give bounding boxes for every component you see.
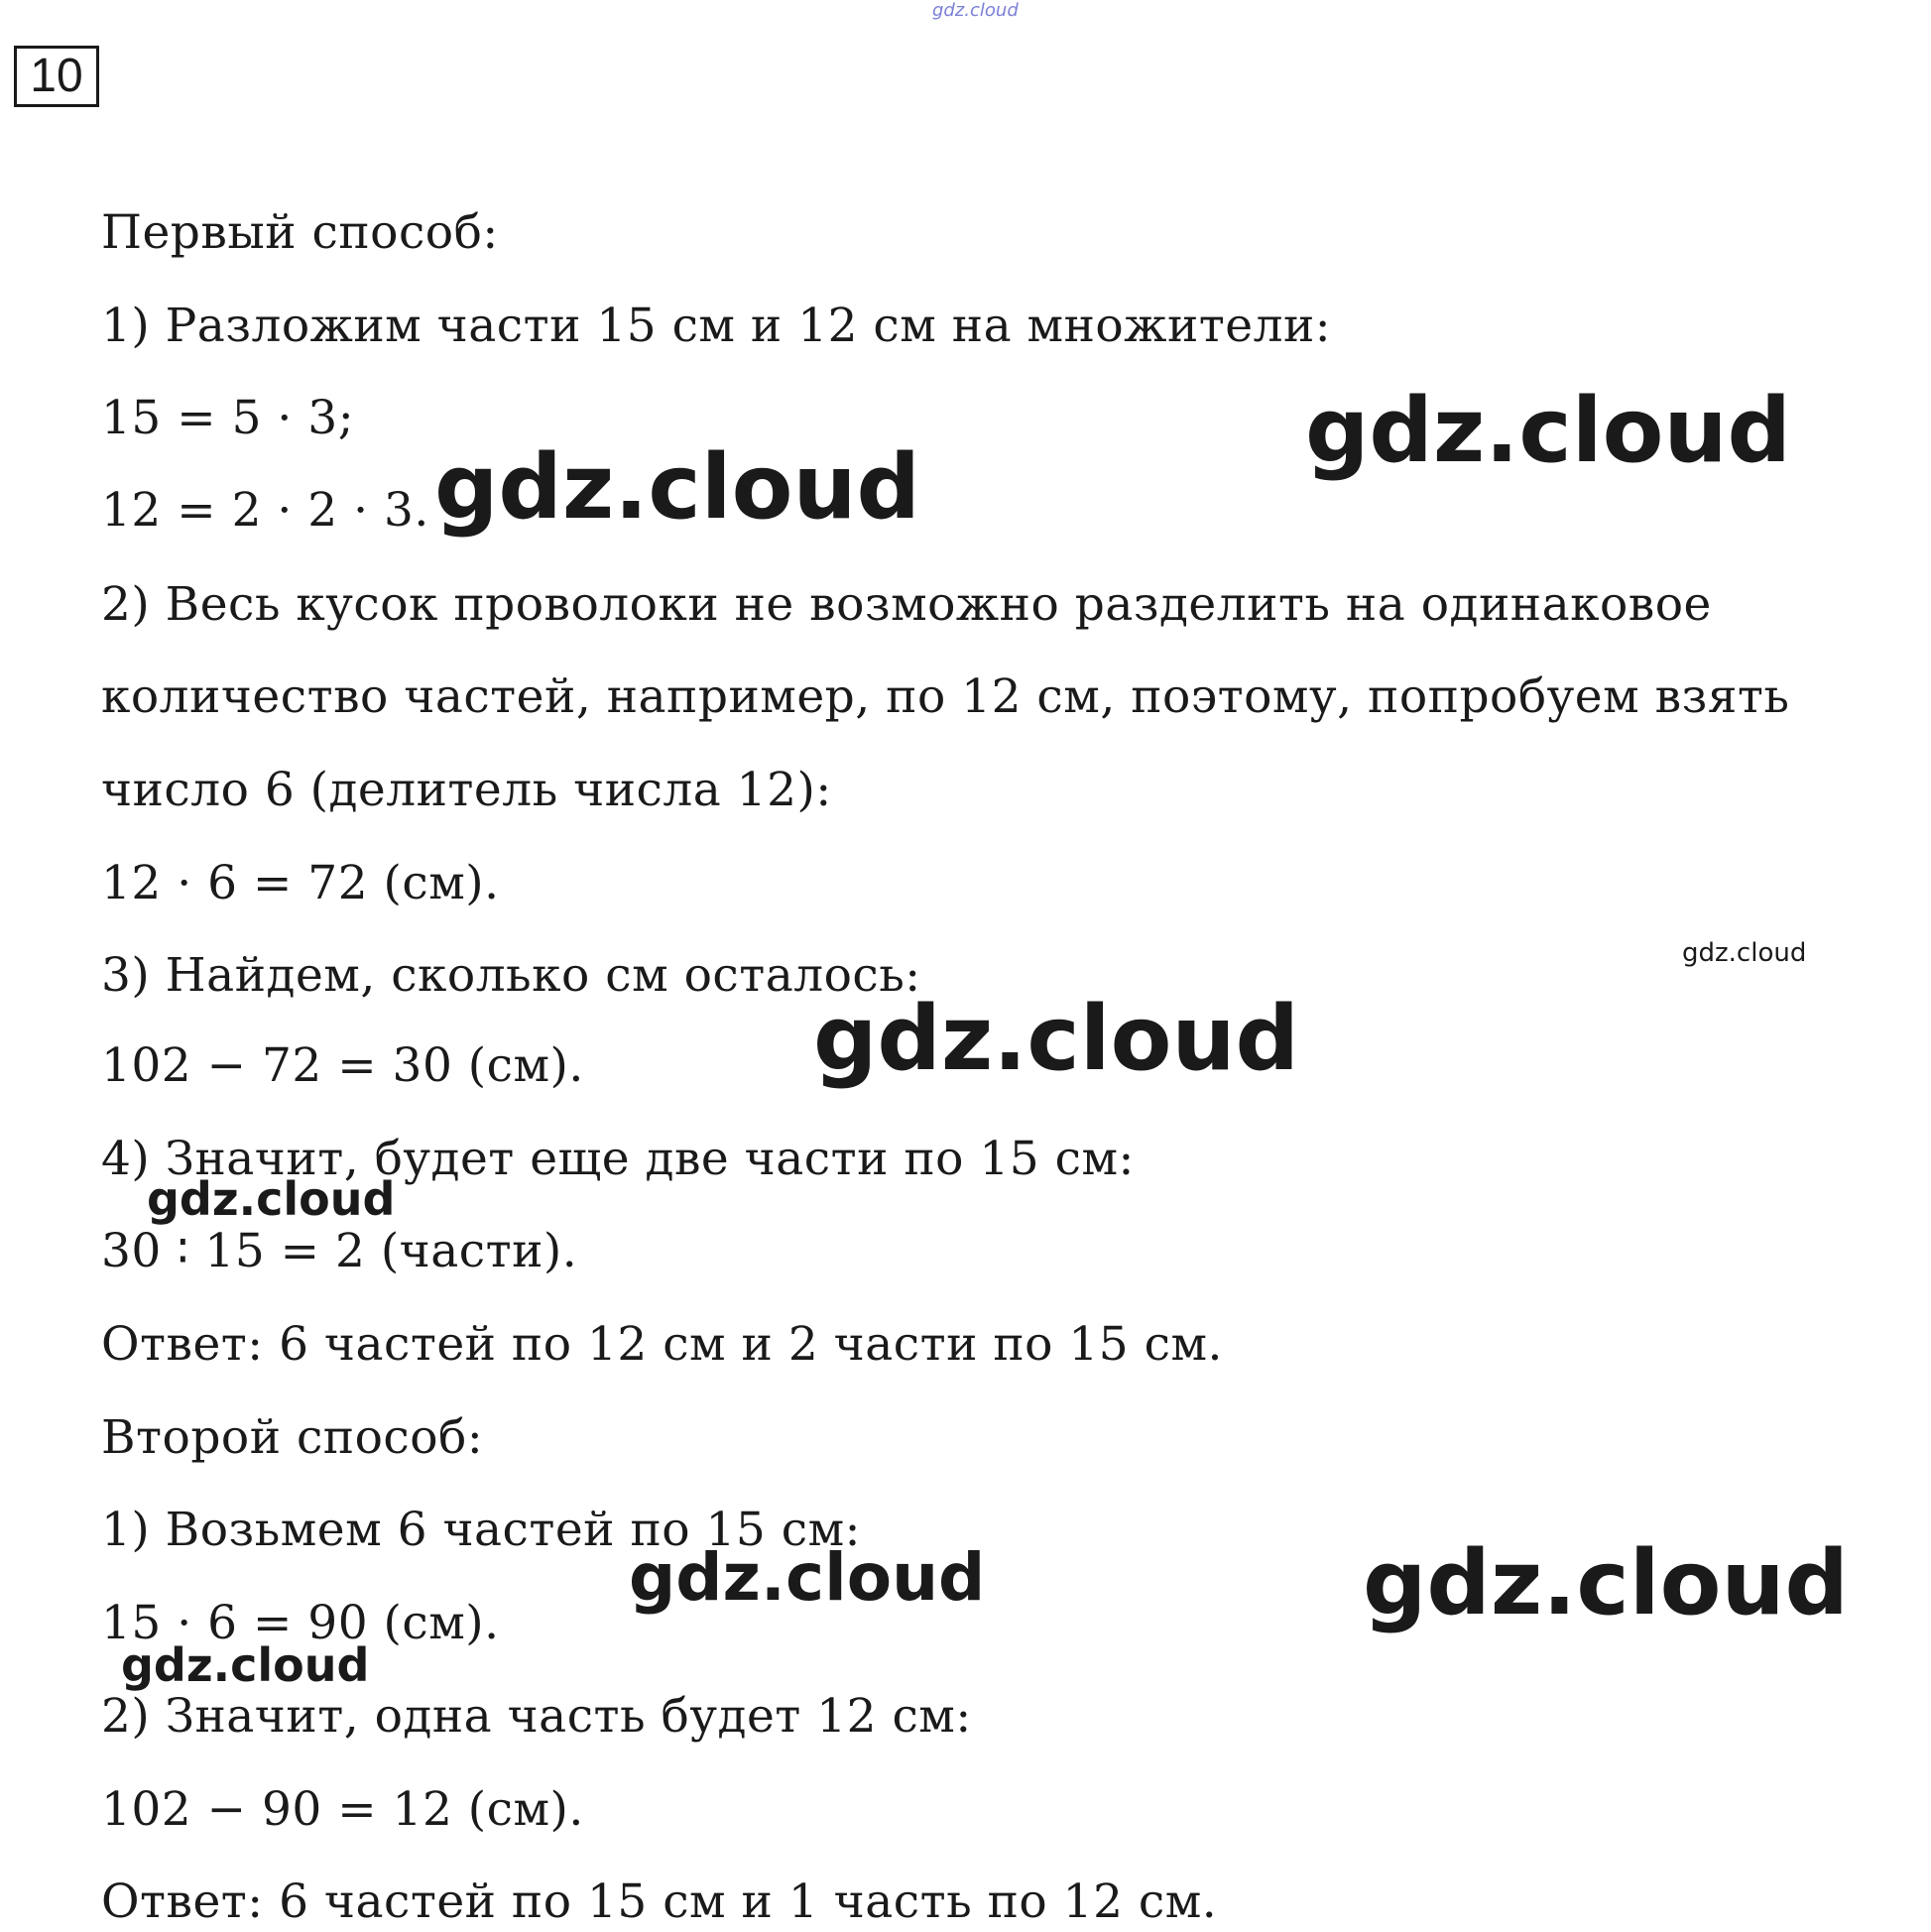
watermark-4: gdz.cloud (813, 987, 1299, 1091)
text-line-18: 102 − 90 = 12 (см). (101, 1782, 584, 1837)
text-line-9: 3) Найдем, сколько см осталось: (101, 948, 921, 1003)
watermark-3: gdz.cloud (1682, 938, 1807, 968)
text-line-17: 2) Значит, одна часть будет 12 см: (101, 1689, 972, 1744)
watermark-5: gdz.cloud (147, 1172, 396, 1226)
text-line-1: Первый способ: (101, 205, 499, 260)
watermark-top: gdz.cloud (932, 0, 1019, 21)
text-line-13: Ответ: 6 частей по 12 см и 2 части по 15 см. (101, 1317, 1223, 1372)
watermark-1: gdz.cloud (1305, 379, 1791, 483)
text-line-6: количество частей, например, по 12 см, поэтому, попробуем взять (101, 669, 1790, 724)
text-line-19: Ответ: 6 частей по 15 см и 1 часть по 12 см. (101, 1874, 1218, 1929)
task-number-box: 10 (14, 46, 99, 107)
text-line-8: 12 · 6 = 72 (см). (101, 856, 500, 910)
text-line-16: 15 · 6 = 90 (см). (101, 1596, 500, 1650)
text-line-7: число 6 (делитель числа 12): (101, 763, 832, 817)
text-line-10: 102 − 72 = 30 (см). (101, 1038, 584, 1093)
text-line-14: Второй способ: (101, 1410, 484, 1465)
text-line-12: 30 ∶ 15 = 2 (части). (101, 1224, 578, 1278)
text-line-15: 1) Возьмем 6 частей по 15 см: (101, 1503, 861, 1557)
text-line-2: 1) Разложим части 15 см и 12 см на множители: (101, 299, 1332, 353)
text-line-5: 2) Весь кусок проволоки не возможно разделить на одинаковое (101, 577, 1712, 632)
watermark-8: gdz.cloud (121, 1638, 370, 1692)
text-line-11: 4) Значит, будет еще две части по 15 см: (101, 1132, 1135, 1186)
watermark-6: gdz.cloud (629, 1539, 986, 1616)
watermark-7: gdz.cloud (1363, 1531, 1849, 1635)
text-line-4: 12 = 2 · 2 · 3. (101, 483, 429, 538)
watermark-2: gdz.cloud (434, 435, 920, 540)
text-line-3: 15 = 5 · 3; (101, 391, 355, 445)
